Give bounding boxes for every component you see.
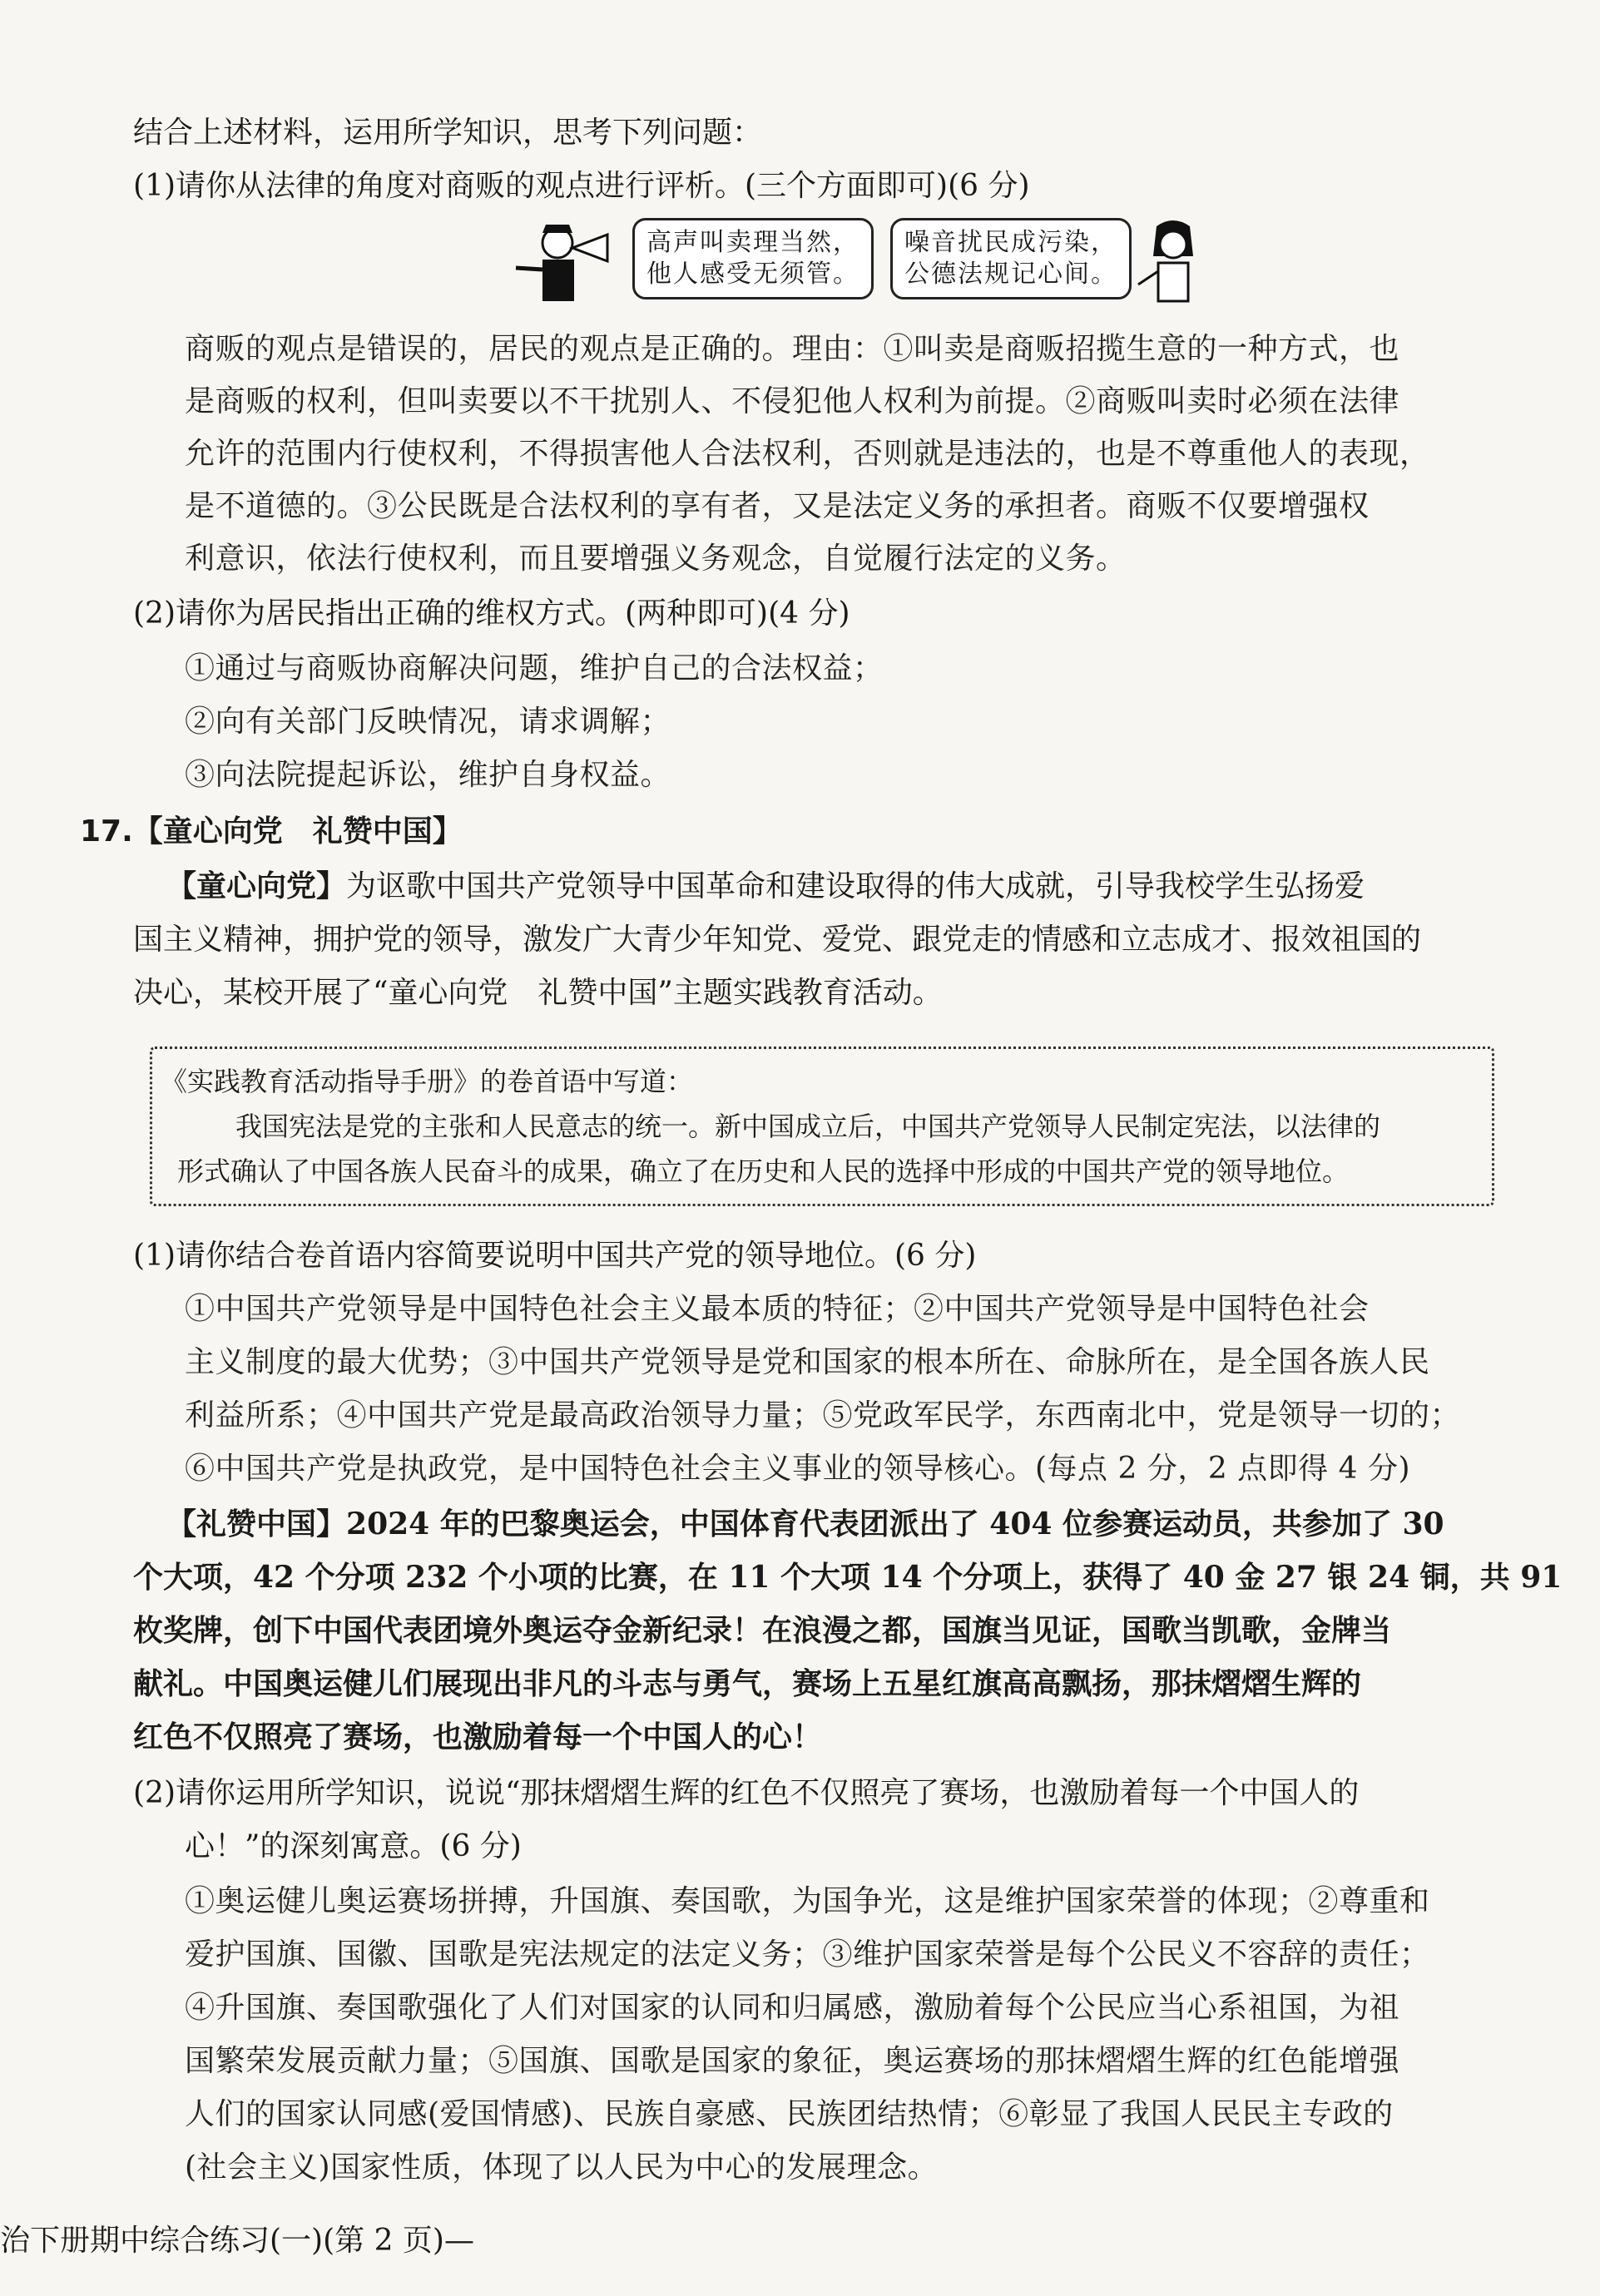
q1-answer-line-2: 是商贩的权利，但叫卖要以不干扰别人、不侵犯他人权利为前提。②商贩叫卖时必须在法律: [185, 384, 1400, 418]
q2-answer-line-3: ③向法院提起诉讼，维护自身权益。: [185, 758, 671, 792]
q1-answer-line-1: 商贩的观点是错误的，居民的观点是正确的。理由：①叫卖是商贩招揽生意的一种方式，也: [185, 332, 1400, 366]
q17-sub2-prompt-1: (2)请你运用所学知识，说说“那抹熠熠生辉的红色不仅照亮了赛场，也激励着每一个中国人的: [133, 1776, 1360, 1810]
q17-number: 17.: [80, 814, 133, 849]
q2-answer-line-1: ①通过与商贩协商解决问题，维护自己的合法权益；: [185, 651, 884, 685]
q17-sub2-answer-4: 国繁荣发展贡献力量；⑤国旗、国歌是国家的象征，奥运赛场的那抹熠熠生辉的红色能增强: [185, 2044, 1400, 2078]
q17-section2-line-5: 红色不仅照亮了赛场，也激励着每一个中国人的心！: [133, 1720, 823, 1754]
intro-text: 结合上述材料，运用所学知识，思考下列问题：: [133, 116, 763, 150]
q17-section1-line-3: 决心，某校开展了“童心向党 礼赞中国”主题实践教育活动。: [133, 976, 943, 1010]
handbook-quote-box: [150, 1047, 1494, 1206]
q17-sub2-answer-6: (社会主义)国家性质，体现了以人民为中心的发展理念。: [185, 2150, 939, 2185]
section2-tag: 【礼赞中国】: [166, 1507, 347, 1541]
quote-line-3: 形式确认了中国各族人民奋斗的成果，确立了在历史和人民的选择中形成的中国共产党的领导地位。: [177, 1155, 1350, 1187]
section2-text-1: 2024 年的巴黎奥运会，中国体育代表团派出了 404 位参赛运动员，共参加了 30: [346, 1507, 1444, 1541]
q17-sub1-answer-4: ⑥中国共产党是执政党，是中国特色社会主义事业的领导核心。(每点 2 分，2 点即得 4 分): [185, 1452, 1411, 1486]
q17-section2-line-1: [166, 1502, 1444, 1546]
vendor-figure-icon: [499, 218, 624, 309]
q17-sub1-answer-1: ①中国共产党领导是中国特色社会主义最本质的特征；②中国共产党领导是中国特色社会: [185, 1292, 1370, 1326]
q1-answer-line-3: 允许的范围内行使权利，不得损害他人合法权利，否则就是违法的，也是不尊重他人的表现，: [185, 437, 1430, 471]
q17-section2-line-4: 献礼。中国奥运健儿们展现出非凡的斗志与勇气，赛场上五星红旗高高飘扬，那抹熠熠生辉的: [133, 1666, 1362, 1701]
q1-answer-line-5: 利意识，依法行使权利，而且要增强义务观念，自觉履行法定的义务。: [185, 542, 1127, 576]
vendor-bubble-line-2: 他人感受无须管。: [646, 260, 859, 289]
q17-sub1-answer-2: 主义制度的最大优势；③中国共产党领导是党和国家的根本所在、命脉所在，是全国各族人民: [185, 1345, 1430, 1379]
resident-bubble-line-1: 噪音扰民成污染，: [904, 228, 1117, 257]
page-footer: 治下册期中综合练习(一)(第 2 页)—: [0, 2224, 474, 2258]
q17-sub2-answer-1: ①奥运健儿奥运赛场拼搏，升国旗、奏国歌，为国争光，这是维护国家荣誉的体现；②尊重和: [185, 1884, 1430, 1918]
q17-section2-line-3: 枚奖牌，创下中国代表团境外奥运夺金新纪录！在浪漫之都，国旗当见证，国歌当凯歌，金牌当: [133, 1613, 1392, 1648]
q17-sub1-answer-3: 利益所系；④中国共产党是最高政治领导力量；⑤党政军民学，东西南北中，党是领导一切的；: [185, 1398, 1461, 1433]
vendor-bubble-line-1: 高声叫卖理当然，: [646, 228, 859, 257]
q17-title: 【童心向党 礼赞中国】: [132, 814, 463, 849]
q17-sub2-prompt-2: 心！”的深刻寓意。(6 分): [185, 1829, 522, 1863]
q1-prompt: (1)请你从法律的角度对商贩的观点进行评析。(三个方面即可)(6 分): [133, 169, 1030, 203]
q1-answer-line-4: 是不道德的。③公民既是合法权利的享有者，又是法定义务的承担者。商贩不仅要增强权: [185, 489, 1370, 523]
q2-answer-line-2: ②向有关部门反映情况，请求调解；: [185, 705, 671, 739]
q2-prompt: (2)请你为居民指出正确的维权方式。(两种即可)(4 分): [133, 596, 850, 631]
q17-sub2-answer-3: ④升国旗、奏国歌强化了人们对国家的认同和归属感，激励着每个公民应当心系祖国，为祖: [185, 1991, 1400, 2025]
resident-figure-icon: [1132, 218, 1215, 309]
q17-sub1-prompt: (1)请你结合卷首语内容简要说明中国共产党的领导地位。(6 分): [133, 1239, 977, 1273]
q17-section1-line-1: [166, 865, 1365, 908]
quote-line-2: 我国宪法是党的主张和人民意志的统一。新中国成立后，中国共产党领导人民制定宪法，以法律的: [235, 1111, 1381, 1142]
resident-speech-bubble: [890, 218, 1132, 299]
q17-section1-line-2: 国主义精神，拥护党的领导，激发广大青少年知党、爱党、跟党走的情感和立志成才、报效祖国的: [133, 923, 1422, 957]
q17-section2-line-2: 个大项，42 个分项 232 个小项的比赛，在 11 个大项 14 个分项上，获得了 40 金 27 银 24 铜，共 91: [133, 1560, 1563, 1595]
q17-heading: [80, 810, 463, 854]
q17-sub2-answer-2: 爱护国旗、国徽、国歌是宪法规定的法定义务；③维护国家荣誉是每个公民义不容辞的责任；: [185, 1937, 1430, 1972]
section1-text-1: 为讴歌中国共产党领导中国革命和建设取得的伟大成就，引导我校学生弘扬爱: [346, 869, 1365, 903]
vendor-speech-bubble: [632, 218, 874, 299]
cartoon-illustration: [499, 218, 1206, 309]
q17-sub2-answer-5: 人们的国家认同感(爱国情感)、民族自豪感、民族团结热情；⑥彰显了我国人民民主专政的: [185, 2097, 1394, 2131]
resident-bubble-line-2: 公德法规记心间。: [904, 260, 1117, 289]
quote-line-1: 《实践教育活动指导手册》的卷首语中写道：: [161, 1066, 694, 1097]
section1-tag: 【童心向党】: [166, 869, 347, 903]
